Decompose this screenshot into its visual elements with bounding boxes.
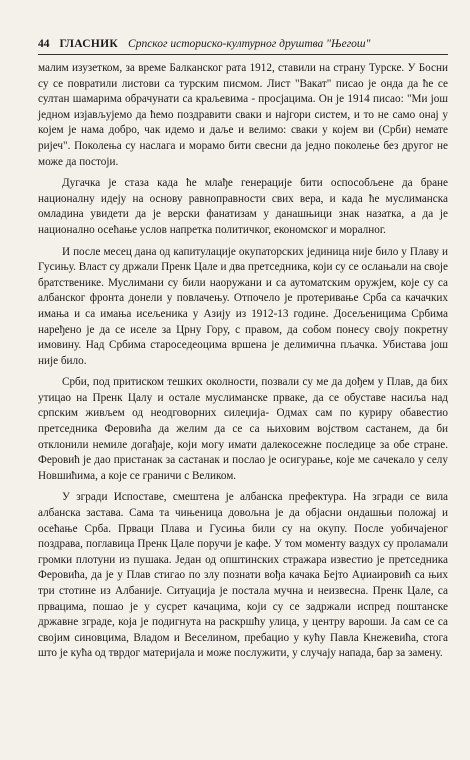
journal-subtitle: Српског историско-културног друштва "Његош" — [128, 38, 371, 50]
paragraph: И после месец дана од капитулације окупаторских јединица није било у Плаву и Гусињу. Власт су држали Пренк Цале и два претседника, који су се ослањали на своје братственике. Муслимани су били наоружани и са аутоматским оружјем, које су са албанског фронта донели у повлачењу. Отпочело је протеривање Срба са качачких имања и са имања исељеника у Азију из 1912-13 године. Досељеницима Србима наређено је да се иселе за Црну Гору, с правом, да собом понесу своју покретну имовину. Над Србима староседеоцима вршена је делимична пљачка. Убистава још није било. — [38, 245, 448, 367]
running-head — [38, 38, 448, 50]
journal-title: ГЛАСНИК — [59, 38, 119, 50]
page-number: 44 — [38, 38, 50, 50]
paragraph: Дугачка је стаза када ће млађе генерације бити оспособљене да бране националну идеју на основу равноправности свих вера, и када ће муслиманска омладина увидети да је верски фанатизам у данашњици знак назатка, а да је национално осећање услов напретка политичког, економског и моралног. — [38, 177, 448, 236]
header-rule — [38, 54, 448, 55]
paragraph: Срби, под притиском тешких околности, позвали су ме да дођем у Плав, да бих утицао на Пренк Цалу и остале муслиманске прваке, да се обуставе насиља над српским живљем од неодговорних силеџија- Одмах сам по куриру обавестио претседника Феровића да желим да се са њиховим војством састанем, да би отклонили немиле догађаје, који могу имати далекосежне последице за обе стране. Феровић је дао пристанак за састанак и послао је осигурање, које ме сачекало у селу Новшићима, а које се граничи с Великом. — [38, 376, 448, 482]
article-body — [38, 61, 448, 662]
paragraph: малим изузетком, за време Балканског рата 1912, ставили на страну Турске. У Босни су се повратили листови са турским писмом. Лист "Вакат" писао је онда да ће се султан шамарима обрачунати са краљевима - просјацима. Он је 1914 писао: "Ми још једном изјављујемо да ћемо поздравити сваки и најгори систем, и то не само онај у којем је нама добро, чак идемо и даље и велимо: сваки у којем ви (Срби) немате ријеч". Поколења су наслага и морамо бити свесни да једно поколење без другог не може да постоји. — [38, 62, 448, 168]
paragraph: У згради Испоставе, смештена је албанска префектура. На згради се вила албанска застава. Сама та чињеница довољна је да објасни ондашњи положај и осећање Срба. Прваци Плава и Гусиња били су на окупу. После уобичајеног поздрава, поглавица Пренк Цале поручи је кафе. У том моменту ваздух су проламали громки плотуни из пушака. Један од општинских стражара известио је претседника Феровића, да је у Плав стигао по злу познати вођа качака Бејто Аџиаировић са њих три стотине из Албаније. Ситуација је постала мучна и неизвесна. Пренк Цале, са првацима, пошао је у сусрет качацима, који су се задржали испред поштанске државне зграде, која је подигнута на раскршћу улица, у центру вароши. Ја сам се са својим синовцима, Владом и Веселином, пребацио у кућу Павла Кнежевића, стога што је кућа од тврдог материјала и може послужити, у случају напада, бар за замену. — [38, 491, 448, 660]
